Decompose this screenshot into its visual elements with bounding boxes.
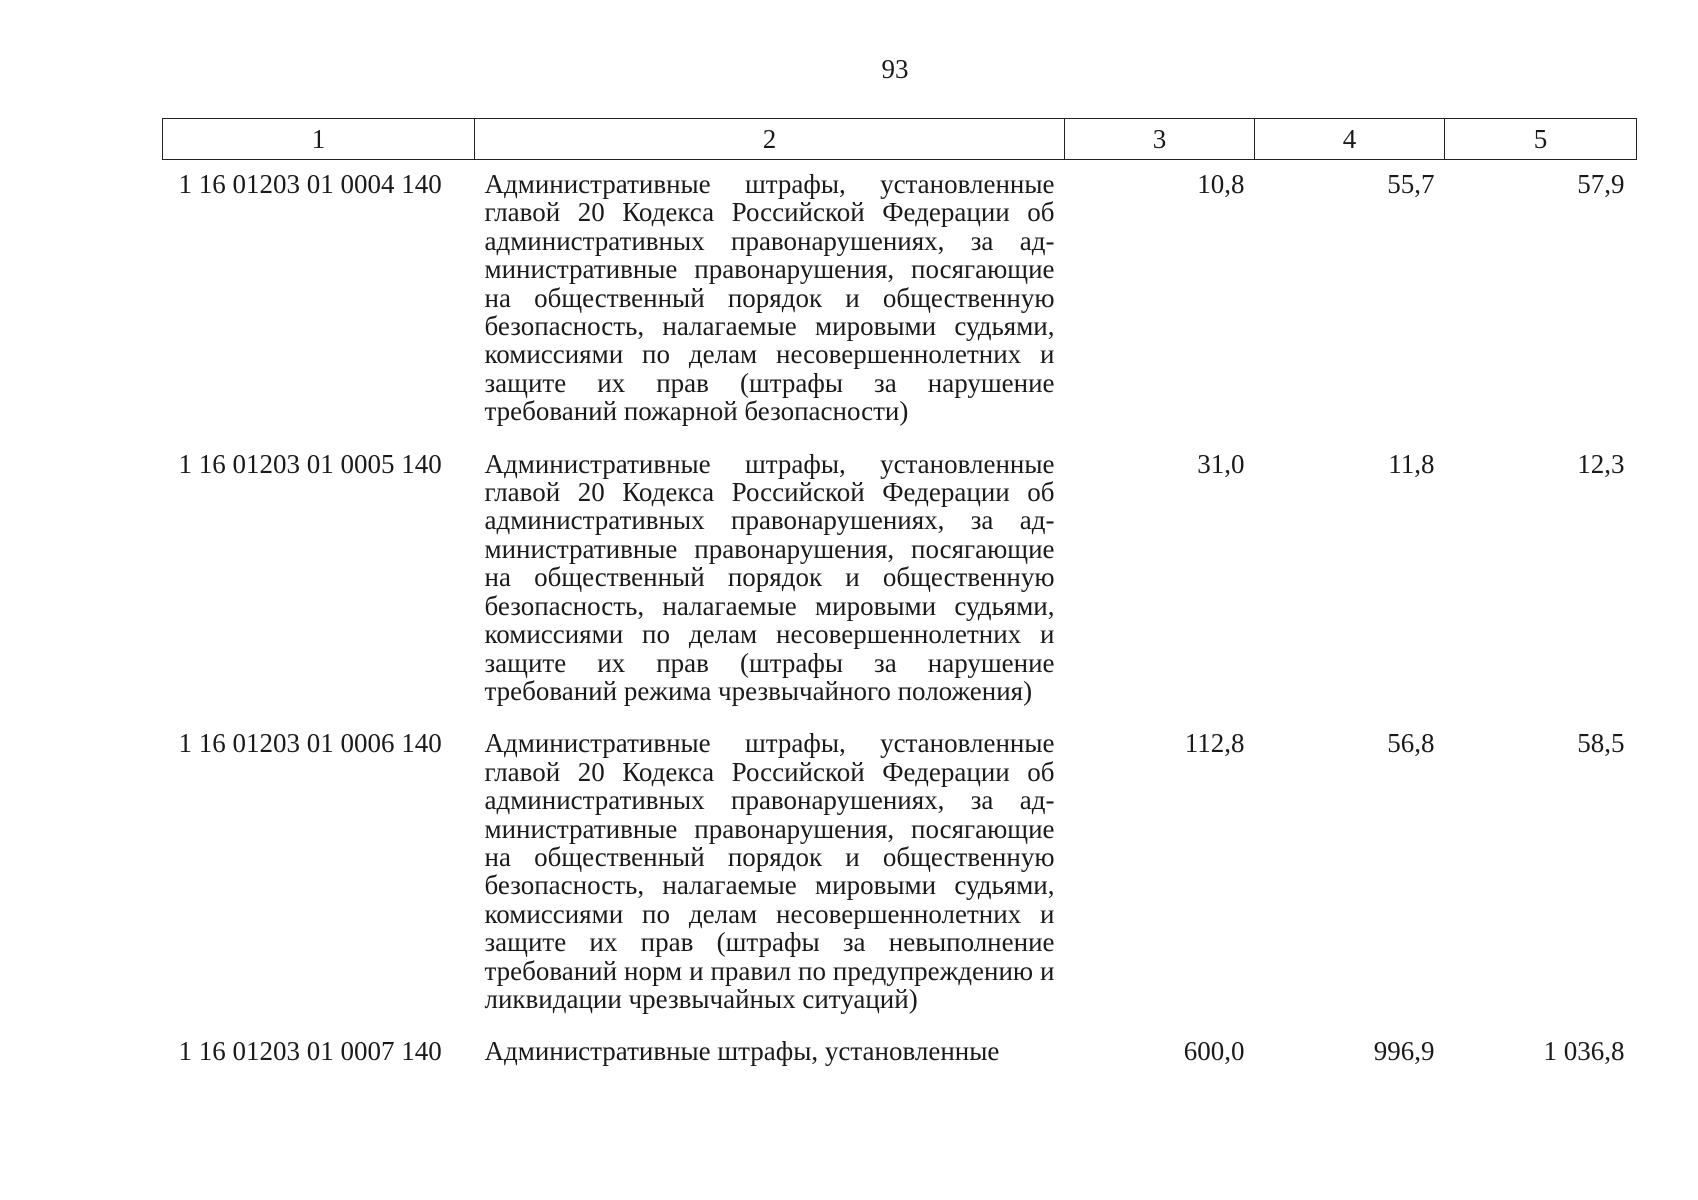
row-description: Административные штрафы, установленные [484,1036,1000,1067]
header-col-4: 4 [1255,119,1445,160]
table-row [163,1027,1637,1079]
row-col5-value: 1 036,8 [1543,1036,1625,1067]
table-header [163,119,1637,160]
row-col4-value: 55,7 [1387,169,1435,199]
row-description: Административные штрафы, установленные главой 20 Кодекса Российской Федерации об административных правонарушениях, за административные правонарушения, посягающие на общественный порядок и общественную безопасность, налагаемые мировыми судьями, комиссиями по делам несовершеннолетних и защите их прав (штрафы за нарушение требований пожарной безопасности) [484,169,1055,427]
table-body [163,160,1637,1080]
row-col4-value: 11,8 [1388,448,1435,479]
table-row [163,160,1637,440]
row-col4-value: 56,8 [1387,728,1435,759]
table-row [163,719,1637,1027]
row-code: 1 16 01203 01 0006 140 [178,728,442,759]
row-col3-value: 600,0 [1183,1036,1245,1067]
row-col3-value: 31,0 [1197,448,1245,479]
row-code: 1 16 01203 01 0005 140 [178,448,442,479]
row-description: Административные штрафы, установленные главой 20 Кодекса Российской Федерации об административных правонарушениях, за административные правонарушения, посягающие на общественный порядок и общественную безопасность, налагаемые мировыми судьями, комиссиями по делам несовершеннолетних и защите их прав (штрафы за невыполнение требований норм и правил по предупреждению и ликвидации чрезвычайных ситуаций) [484,728,1055,1014]
row-col5-value: 12,3 [1577,448,1625,479]
header-col-1: 1 [163,119,475,160]
row-description: Административные штрафы, установленные главой 20 Кодекса Российской Федерации об административных правонарушениях, за административные правонарушения, посягающие на общественный порядок и общественную безопасность, налагаемые мировыми судьями, комиссиями по делам несовершеннолетних и защите их прав (штрафы за нарушение требований режима чрезвычайного положения) [484,448,1055,706]
header-col-5: 5 [1445,119,1637,160]
row-col3-value: 10,8 [1197,169,1245,199]
table-row [163,440,1637,720]
row-code: 1 16 01203 01 0004 140 [178,169,442,199]
row-col5-value: 57,9 [1577,169,1625,199]
page-number: 93 [881,54,909,84]
budget-table [162,118,1637,1080]
header-col-2: 2 [475,119,1065,160]
header-row [163,119,1637,160]
row-col5-value: 58,5 [1577,728,1625,759]
row-col4-value: 996,9 [1373,1036,1435,1067]
header-col-3: 3 [1065,119,1255,160]
row-col3-value: 112,8 [1184,728,1245,759]
row-code: 1 16 01203 01 0007 140 [178,1036,442,1067]
